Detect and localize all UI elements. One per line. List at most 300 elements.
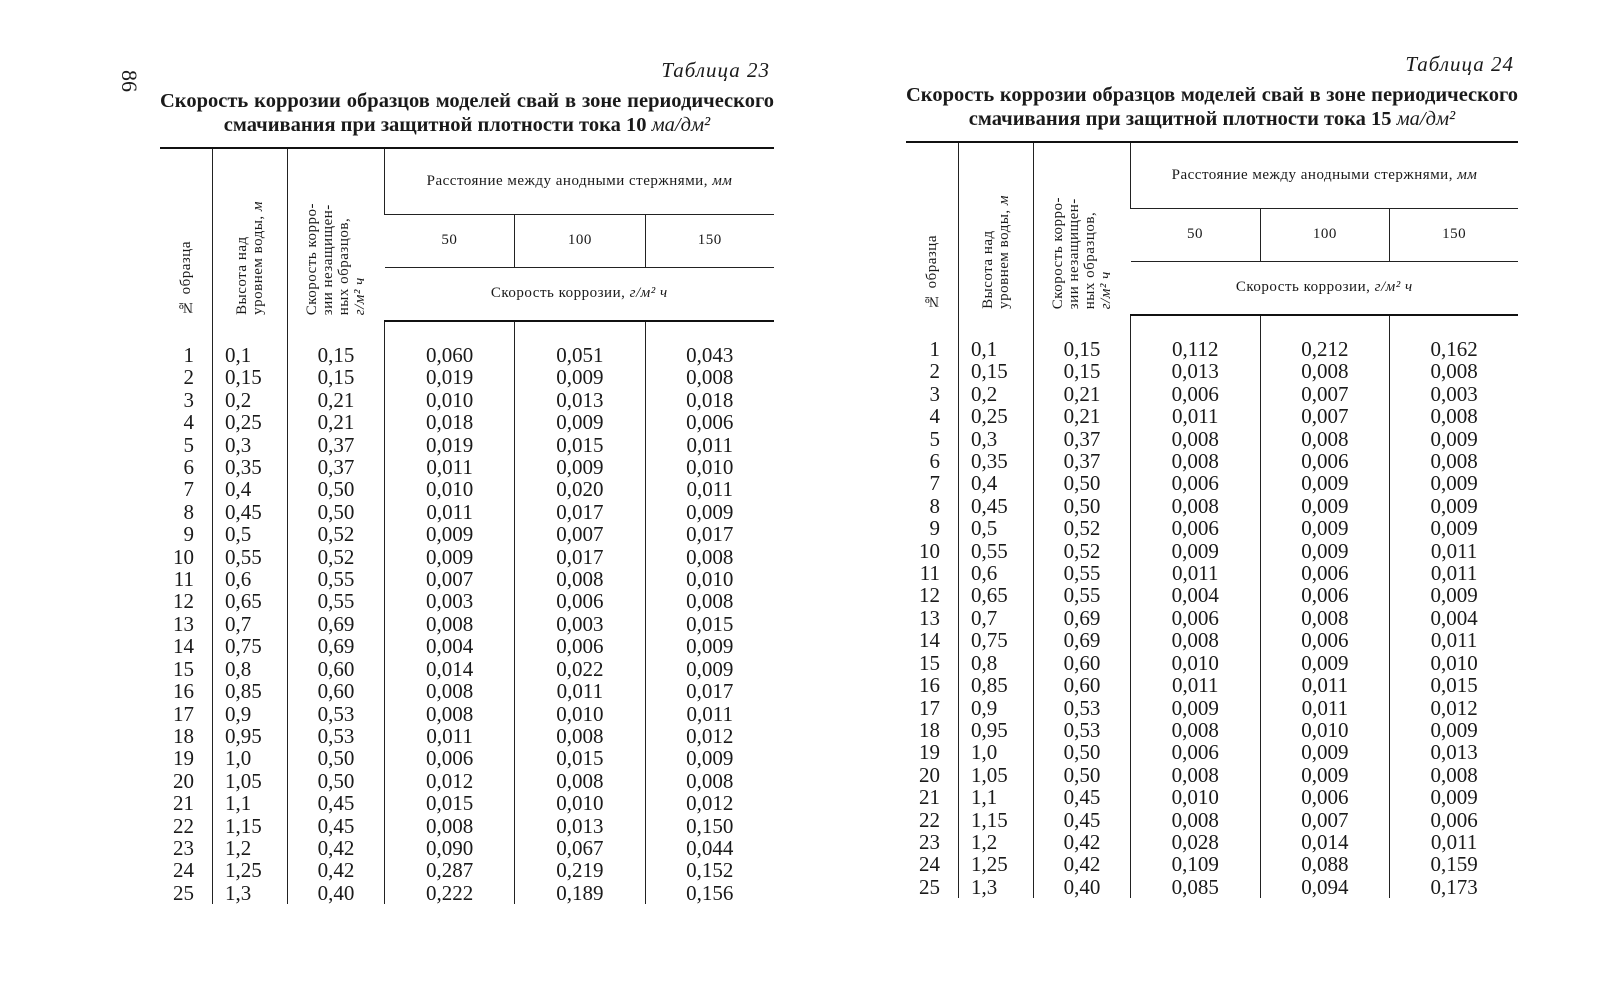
cell-unprotected-rate: 0,21 — [1034, 383, 1131, 405]
table-row — [906, 831, 1518, 853]
cell-unprotected-rate: 0,37 — [288, 456, 385, 478]
table-row — [160, 590, 774, 612]
cell-rate-100: 0,007 — [1260, 405, 1390, 427]
cell-unprotected-rate: 0,53 — [288, 703, 385, 725]
cell-rate-100: 0,067 — [515, 837, 645, 859]
cell-rate-100: 0,212 — [1260, 315, 1390, 360]
cell-unprotected-rate: 0,42 — [288, 859, 385, 881]
cell-height: 0,65 — [959, 584, 1034, 606]
cell-unprotected-rate: 0,37 — [1034, 428, 1131, 450]
cell-rate-100: 0,009 — [1260, 517, 1390, 539]
table-row — [906, 764, 1518, 786]
cell-rate-100: 0,009 — [1260, 741, 1390, 763]
cell-rate-150: 0,017 — [645, 680, 774, 702]
cell-rate-100: 0,006 — [1260, 450, 1390, 472]
cell-height: 0,6 — [959, 562, 1034, 584]
cell-unprotected-rate: 0,55 — [1034, 562, 1131, 584]
cell-rate-50: 0,006 — [1131, 741, 1261, 763]
table-row — [160, 882, 774, 904]
table-row — [160, 658, 774, 680]
table-label: Таблица 24 — [1405, 52, 1514, 76]
cell-rate-50: 0,019 — [385, 366, 515, 388]
cell-rate-150: 0,044 — [645, 837, 774, 859]
table-row — [906, 517, 1518, 539]
cell-rate-50: 0,222 — [385, 882, 515, 904]
cell-rate-150: 0,011 — [1390, 540, 1518, 562]
cell-unprotected-rate: 0,50 — [288, 501, 385, 523]
cell-height: 0,3 — [959, 428, 1034, 450]
cell-height: 0,1 — [959, 315, 1034, 360]
cell-rate-150: 0,152 — [645, 859, 774, 881]
cell-height: 1,15 — [959, 809, 1034, 831]
cell-sample-no: 15 — [919, 650, 940, 675]
cell-sample-no: 23 — [173, 835, 194, 860]
cell-sample-no: 5 — [929, 426, 940, 451]
cell-rate-50: 0,011 — [385, 456, 515, 478]
cell-rate-150: 0,009 — [1390, 584, 1518, 606]
cell-rate-50: 0,015 — [385, 792, 515, 814]
cell-height: 0,1 — [213, 321, 288, 366]
table-row — [906, 607, 1518, 629]
cell-sample-no: 8 — [183, 499, 194, 524]
table-row — [906, 786, 1518, 808]
cell-height: 0,45 — [959, 495, 1034, 517]
table-row — [906, 652, 1518, 674]
table-24-block — [906, 52, 1518, 898]
cell-height: 0,5 — [213, 523, 288, 545]
cell-unprotected-rate: 0,42 — [288, 837, 385, 859]
cell-unprotected-rate: 0,52 — [288, 546, 385, 568]
cell-rate-100: 0,011 — [1260, 674, 1390, 696]
cell-unprotected-rate: 0,69 — [288, 635, 385, 657]
cell-height: 0,7 — [959, 607, 1034, 629]
cell-rate-100: 0,008 — [1260, 360, 1390, 382]
cell-rate-150: 0,156 — [645, 882, 774, 904]
cell-sample-no: 6 — [929, 449, 940, 474]
cell-rate-100: 0,009 — [1260, 652, 1390, 674]
cell-rate-150: 0,010 — [645, 568, 774, 590]
cell-sample-no: 16 — [919, 673, 940, 698]
cell-rate-150: 0,009 — [1390, 472, 1518, 494]
cell-unprotected-rate: 0,15 — [288, 321, 385, 366]
cell-unprotected-rate: 0,69 — [1034, 607, 1131, 629]
cell-rate-50: 0,004 — [1131, 584, 1261, 606]
cell-sample-no: 25 — [173, 880, 194, 905]
cell-height: 0,9 — [959, 697, 1034, 719]
cell-height: 0,95 — [213, 725, 288, 747]
cell-height: 0,15 — [213, 366, 288, 388]
cell-unprotected-rate: 0,50 — [1034, 495, 1131, 517]
cell-rate-150: 0,012 — [1390, 697, 1518, 719]
cell-rate-50: 0,112 — [1131, 315, 1261, 360]
cell-sample-no: 6 — [183, 455, 194, 480]
cell-unprotected-rate: 0,50 — [288, 770, 385, 792]
cell-sample-no: 7 — [183, 477, 194, 502]
cell-rate-100: 0,010 — [515, 792, 645, 814]
cell-rate-50: 0,008 — [385, 703, 515, 725]
cell-sample-no: 8 — [929, 493, 940, 518]
cell-height: 1,25 — [213, 859, 288, 881]
header-distance-50: 50 — [1131, 208, 1261, 261]
cell-sample-no: 24 — [173, 858, 194, 883]
cell-sample-no: 11 — [173, 567, 194, 592]
header-distance-50: 50 — [385, 214, 515, 267]
cell-rate-50: 0,287 — [385, 859, 515, 881]
table-title-text: Скорость коррозии образцов моделей свай в зоне периодического смачивания при защитной плотности тока 15 — [906, 84, 1518, 130]
table-row — [160, 546, 774, 568]
cell-height: 1,3 — [959, 876, 1034, 898]
table-row — [160, 366, 774, 388]
header-sample-no: № образца — [160, 148, 213, 321]
cell-height: 0,55 — [213, 546, 288, 568]
cell-sample-no: 13 — [173, 611, 194, 636]
cell-rate-50: 0,010 — [1131, 786, 1261, 808]
cell-height: 0,45 — [213, 501, 288, 523]
cell-rate-50: 0,003 — [385, 590, 515, 612]
cell-height: 0,75 — [959, 629, 1034, 651]
cell-rate-150: 0,009 — [645, 747, 774, 769]
cell-height: 0,15 — [959, 360, 1034, 382]
cell-rate-150: 0,159 — [1390, 853, 1518, 875]
cell-rate-150: 0,009 — [1390, 428, 1518, 450]
cell-rate-150: 0,150 — [645, 815, 774, 837]
header-corrosion-rate: Скорость коррозии, г/м² ч — [1131, 261, 1519, 315]
cell-height: 0,2 — [213, 389, 288, 411]
cell-rate-100: 0,011 — [1260, 697, 1390, 719]
table-row — [160, 792, 774, 814]
cell-rate-50: 0,008 — [385, 613, 515, 635]
cell-rate-150: 0,011 — [1390, 629, 1518, 651]
cell-sample-no: 1 — [183, 342, 194, 367]
cell-rate-100: 0,009 — [1260, 764, 1390, 786]
cell-rate-100: 0,008 — [515, 725, 645, 747]
cell-rate-100: 0,015 — [515, 434, 645, 456]
cell-unprotected-rate: 0,50 — [1034, 741, 1131, 763]
cell-unprotected-rate: 0,42 — [1034, 853, 1131, 875]
cell-rate-50: 0,008 — [1131, 809, 1261, 831]
cell-rate-150: 0,009 — [1390, 517, 1518, 539]
cell-height: 1,2 — [213, 837, 288, 859]
cell-unprotected-rate: 0,50 — [288, 478, 385, 500]
table-row — [160, 411, 774, 433]
cell-rate-50: 0,006 — [1131, 607, 1261, 629]
cell-rate-100: 0,009 — [1260, 472, 1390, 494]
cell-rate-50: 0,011 — [1131, 674, 1261, 696]
table-row — [906, 428, 1518, 450]
table-row — [160, 747, 774, 769]
cell-unprotected-rate: 0,37 — [1034, 450, 1131, 472]
cell-rate-100: 0,015 — [515, 747, 645, 769]
cell-rate-150: 0,009 — [645, 658, 774, 680]
cell-rate-150: 0,006 — [1390, 809, 1518, 831]
cell-height: 0,5 — [959, 517, 1034, 539]
cell-sample-no: 13 — [919, 605, 940, 630]
cell-rate-50: 0,013 — [1131, 360, 1261, 382]
cell-height: 0,85 — [959, 674, 1034, 696]
cell-unprotected-rate: 0,45 — [288, 815, 385, 837]
cell-sample-no: 17 — [173, 701, 194, 726]
cell-sample-no: 22 — [919, 807, 940, 832]
table-row — [160, 501, 774, 523]
cell-rate-100: 0,020 — [515, 478, 645, 500]
cell-rate-150: 0,011 — [645, 478, 774, 500]
table-row — [906, 674, 1518, 696]
cell-height: 0,75 — [213, 635, 288, 657]
header-distance-group: Расстояние между анодными стержнями, мм — [1131, 142, 1519, 208]
cell-unprotected-rate: 0,21 — [288, 389, 385, 411]
cell-unprotected-rate: 0,42 — [1034, 831, 1131, 853]
cell-rate-100: 0,006 — [1260, 629, 1390, 651]
cell-rate-50: 0,028 — [1131, 831, 1261, 853]
cell-unprotected-rate: 0,15 — [288, 366, 385, 388]
cell-rate-100: 0,014 — [1260, 831, 1390, 853]
header-distance-100: 100 — [1260, 208, 1390, 261]
cell-rate-50: 0,007 — [385, 568, 515, 590]
cell-rate-100: 0,013 — [515, 815, 645, 837]
cell-sample-no: 25 — [919, 874, 940, 899]
cell-sample-no: 14 — [173, 634, 194, 659]
cell-unprotected-rate: 0,37 — [288, 434, 385, 456]
cell-sample-no: 4 — [183, 410, 194, 435]
cell-rate-150: 0,011 — [1390, 562, 1518, 584]
cell-sample-no: 3 — [183, 387, 194, 412]
cell-height: 1,05 — [213, 770, 288, 792]
cell-height: 1,05 — [959, 764, 1034, 786]
cell-rate-50: 0,085 — [1131, 876, 1261, 898]
cell-height: 0,35 — [959, 450, 1034, 472]
cell-sample-no: 20 — [919, 762, 940, 787]
cell-unprotected-rate: 0,53 — [1034, 697, 1131, 719]
cell-rate-150: 0,162 — [1390, 315, 1518, 360]
cell-sample-no: 12 — [173, 589, 194, 614]
table-row — [906, 809, 1518, 831]
cell-height: 0,65 — [213, 590, 288, 612]
cell-sample-no: 18 — [919, 717, 940, 742]
cell-unprotected-rate: 0,60 — [288, 680, 385, 702]
cell-rate-150: 0,008 — [1390, 764, 1518, 786]
cell-unprotected-rate: 0,60 — [1034, 652, 1131, 674]
table-row — [160, 837, 774, 859]
cell-rate-150: 0,012 — [645, 725, 774, 747]
cell-rate-100: 0,006 — [515, 590, 645, 612]
cell-rate-50: 0,018 — [385, 411, 515, 433]
cell-rate-150: 0,009 — [645, 635, 774, 657]
cell-rate-100: 0,008 — [1260, 607, 1390, 629]
cell-rate-100: 0,006 — [1260, 584, 1390, 606]
cell-height: 1,1 — [213, 792, 288, 814]
cell-sample-no: 16 — [173, 679, 194, 704]
cell-rate-100: 0,009 — [515, 456, 645, 478]
cell-sample-no: 4 — [929, 404, 940, 429]
cell-unprotected-rate: 0,50 — [1034, 764, 1131, 786]
cell-height: 0,25 — [959, 405, 1034, 427]
cell-height: 1,0 — [959, 741, 1034, 763]
cell-rate-50: 0,008 — [1131, 428, 1261, 450]
cell-sample-no: 12 — [919, 583, 940, 608]
cell-rate-50: 0,011 — [1131, 405, 1261, 427]
cell-rate-50: 0,010 — [1131, 652, 1261, 674]
cell-rate-150: 0,008 — [645, 590, 774, 612]
cell-rate-50: 0,006 — [1131, 383, 1261, 405]
cell-sample-no: 24 — [919, 852, 940, 877]
cell-unprotected-rate: 0,40 — [288, 882, 385, 904]
cell-unprotected-rate: 0,55 — [288, 590, 385, 612]
cell-sample-no: 3 — [929, 381, 940, 406]
header-distance-100: 100 — [515, 214, 645, 267]
table-row — [906, 540, 1518, 562]
cell-rate-100: 0,189 — [515, 882, 645, 904]
cell-sample-no: 22 — [173, 813, 194, 838]
cell-sample-no: 7 — [929, 471, 940, 496]
cell-height: 1,15 — [213, 815, 288, 837]
table-row — [160, 635, 774, 657]
cell-rate-100: 0,017 — [515, 501, 645, 523]
cell-height: 0,2 — [959, 383, 1034, 405]
cell-sample-no: 23 — [919, 829, 940, 854]
cell-rate-50: 0,006 — [385, 747, 515, 769]
cell-rate-50: 0,009 — [1131, 697, 1261, 719]
cell-unprotected-rate: 0,52 — [288, 523, 385, 545]
data-table — [160, 147, 774, 904]
cell-rate-50: 0,008 — [1131, 719, 1261, 741]
cell-rate-150: 0,173 — [1390, 876, 1518, 898]
cell-unprotected-rate: 0,53 — [1034, 719, 1131, 741]
cell-rate-150: 0,015 — [1390, 674, 1518, 696]
cell-rate-150: 0,004 — [1390, 607, 1518, 629]
table-title — [160, 89, 774, 137]
cell-sample-no: 9 — [183, 522, 194, 547]
cell-height: 0,95 — [959, 719, 1034, 741]
cell-rate-100: 0,007 — [515, 523, 645, 545]
cell-rate-150: 0,008 — [645, 546, 774, 568]
cell-rate-50: 0,011 — [385, 725, 515, 747]
table-row — [906, 450, 1518, 472]
cell-height: 1,3 — [213, 882, 288, 904]
table-title — [906, 83, 1518, 131]
cell-rate-100: 0,094 — [1260, 876, 1390, 898]
table-row — [160, 680, 774, 702]
cell-rate-100: 0,017 — [515, 546, 645, 568]
cell-rate-150: 0,008 — [1390, 405, 1518, 427]
table-row — [160, 321, 774, 366]
cell-rate-50: 0,008 — [1131, 495, 1261, 517]
header-corrosion-rate: Скорость коррозии, г/м² ч — [385, 267, 775, 321]
cell-unprotected-rate: 0,69 — [1034, 629, 1131, 651]
cell-rate-150: 0,043 — [645, 321, 774, 366]
cell-sample-no: 10 — [173, 544, 194, 569]
cell-rate-100: 0,010 — [515, 703, 645, 725]
table-row — [160, 434, 774, 456]
table-row — [160, 456, 774, 478]
cell-unprotected-rate: 0,60 — [1034, 674, 1131, 696]
cell-rate-50: 0,008 — [1131, 629, 1261, 651]
cell-unprotected-rate: 0,52 — [1034, 540, 1131, 562]
table-row — [160, 859, 774, 881]
table-title-unit: ма/дм² — [651, 114, 711, 136]
cell-unprotected-rate: 0,45 — [288, 792, 385, 814]
cell-height: 0,35 — [213, 456, 288, 478]
cell-rate-100: 0,010 — [1260, 719, 1390, 741]
table-row — [906, 876, 1518, 898]
cell-rate-100: 0,013 — [515, 389, 645, 411]
cell-unprotected-rate: 0,50 — [288, 747, 385, 769]
header-distance-group: Расстояние между анодными стержнями, мм — [385, 148, 775, 214]
cell-rate-150: 0,008 — [1390, 360, 1518, 382]
cell-sample-no: 9 — [929, 516, 940, 541]
table-row — [160, 478, 774, 500]
cell-unprotected-rate: 0,50 — [1034, 472, 1131, 494]
cell-rate-100: 0,009 — [515, 411, 645, 433]
table-row — [906, 360, 1518, 382]
cell-height: 0,7 — [213, 613, 288, 635]
cell-rate-150: 0,008 — [1390, 450, 1518, 472]
table-row — [906, 584, 1518, 606]
table-row — [160, 613, 774, 635]
cell-height: 0,4 — [213, 478, 288, 500]
cell-rate-150: 0,010 — [1390, 652, 1518, 674]
cell-height: 0,25 — [213, 411, 288, 433]
table-row — [160, 568, 774, 590]
table-row — [906, 315, 1518, 360]
cell-rate-50: 0,109 — [1131, 853, 1261, 875]
cell-sample-no: 21 — [919, 785, 940, 810]
table-row — [906, 697, 1518, 719]
table-title-text: Скорость коррозии образцов моделей свай в зоне периодического смачивания при защитной плотности тока 10 — [160, 90, 774, 136]
table-body — [160, 321, 774, 904]
cell-rate-50: 0,009 — [1131, 540, 1261, 562]
cell-rate-150: 0,006 — [645, 411, 774, 433]
cell-rate-150: 0,009 — [1390, 719, 1518, 741]
cell-sample-no: 10 — [919, 538, 940, 563]
cell-rate-50: 0,010 — [385, 389, 515, 411]
cell-rate-100: 0,007 — [1260, 383, 1390, 405]
cell-rate-100: 0,007 — [1260, 809, 1390, 831]
cell-rate-100: 0,219 — [515, 859, 645, 881]
cell-sample-no: 18 — [173, 723, 194, 748]
cell-rate-50: 0,011 — [385, 501, 515, 523]
cell-rate-100: 0,008 — [515, 568, 645, 590]
cell-rate-50: 0,012 — [385, 770, 515, 792]
cell-sample-no: 5 — [183, 432, 194, 457]
cell-unprotected-rate: 0,45 — [1034, 809, 1131, 831]
cell-height: 0,8 — [959, 652, 1034, 674]
cell-rate-50: 0,008 — [1131, 450, 1261, 472]
cell-unprotected-rate: 0,21 — [288, 411, 385, 433]
cell-height: 1,2 — [959, 831, 1034, 853]
cell-unprotected-rate: 0,45 — [1034, 786, 1131, 808]
cell-rate-100: 0,051 — [515, 321, 645, 366]
cell-sample-no: 21 — [173, 791, 194, 816]
cell-height: 1,1 — [959, 786, 1034, 808]
cell-rate-150: 0,009 — [1390, 495, 1518, 517]
cell-rate-50: 0,010 — [385, 478, 515, 500]
cell-rate-50: 0,006 — [1131, 472, 1261, 494]
cell-rate-50: 0,019 — [385, 434, 515, 456]
table-row — [160, 523, 774, 545]
cell-rate-150: 0,008 — [645, 770, 774, 792]
cell-sample-no: 11 — [919, 561, 940, 586]
cell-rate-50: 0,009 — [385, 546, 515, 568]
cell-rate-150: 0,008 — [645, 366, 774, 388]
cell-rate-150: 0,013 — [1390, 741, 1518, 763]
cell-rate-50: 0,009 — [385, 523, 515, 545]
header-height: Высота над уровнем воды, м — [213, 148, 288, 321]
cell-rate-100: 0,011 — [515, 680, 645, 702]
cell-rate-100: 0,009 — [1260, 495, 1390, 517]
cell-height: 0,55 — [959, 540, 1034, 562]
table-row — [906, 629, 1518, 651]
cell-rate-150: 0,018 — [645, 389, 774, 411]
